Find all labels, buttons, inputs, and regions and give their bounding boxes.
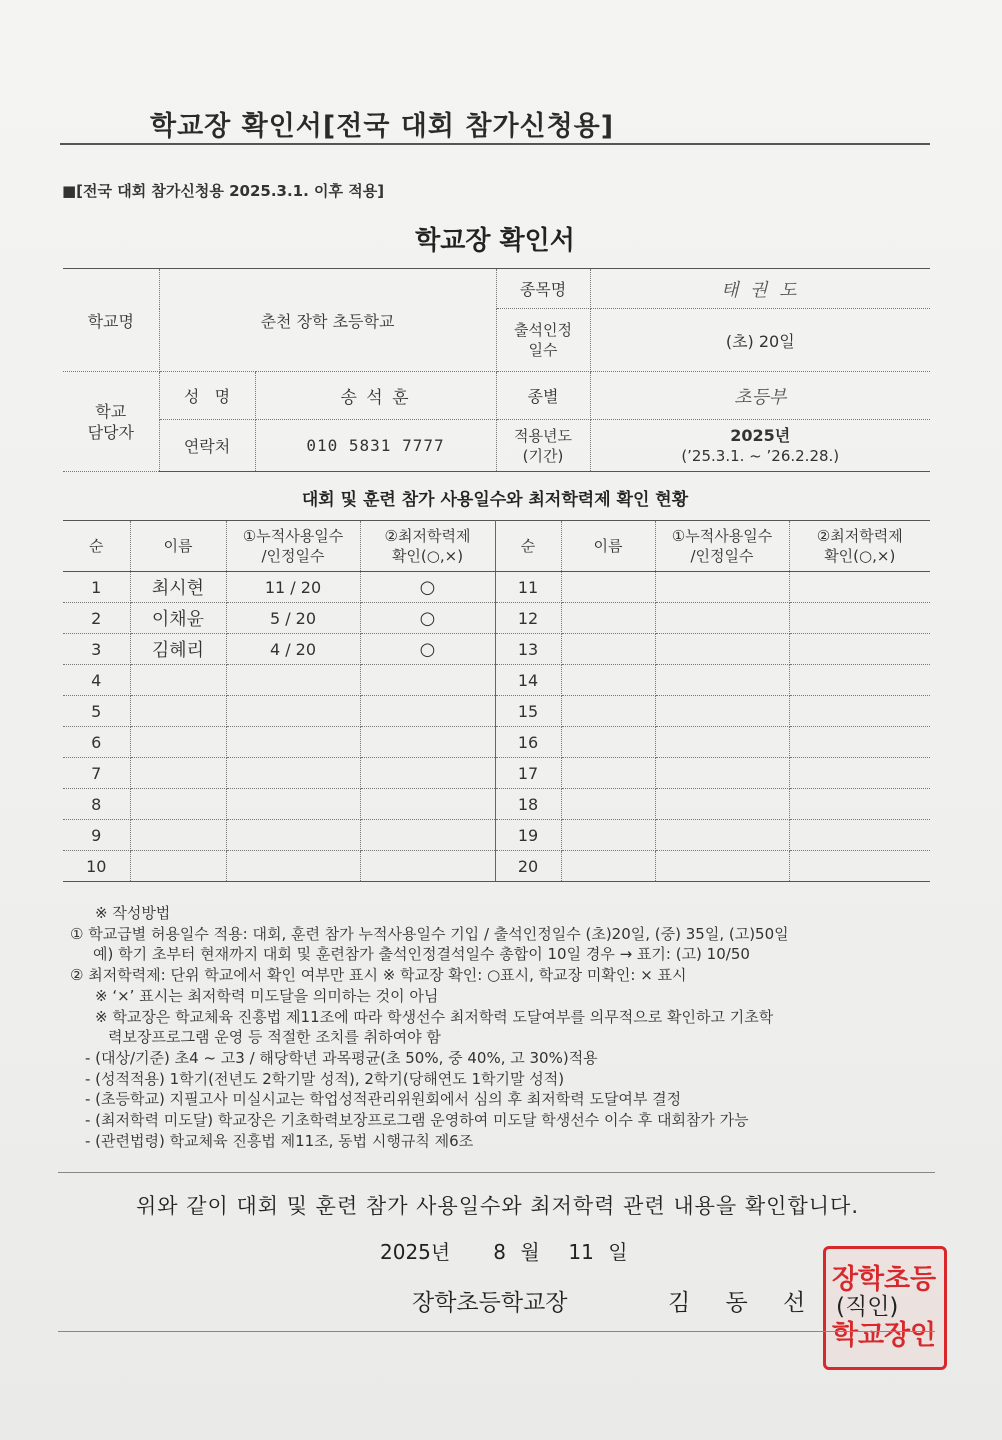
row-check [360,665,495,696]
row-name [130,820,226,851]
header-check-2: ②최저학력제 확인(○,×) [789,521,930,572]
table-row [63,696,930,727]
seal-char: 초 [884,1264,911,1295]
header-no-2: 순 [495,521,561,572]
school-info-table [63,268,930,472]
row-days-2 [655,603,789,634]
row-no: 9 [63,820,130,851]
row-check-2 [789,727,930,758]
seal-char: 등 [910,1264,937,1295]
note-4a: ※ 학교장은 학교체육 진흥법 제11조에 따라 학생선수 최저학력 도달여부를 의무적으로 확인하고 기초학 [95,1007,774,1026]
seal-char: 장 [832,1264,859,1295]
row-no-2: 20 [495,851,561,882]
seal-char: 학 [858,1264,885,1295]
note-detail-4: - (최저학력 미도달) 학교장은 기초학력보장프로그램 운영하여 미도달 학생선수 이수 후 대회참가 가능 [85,1111,749,1130]
table-row [63,789,930,820]
row-name-2 [561,572,655,603]
row-check: ○ [360,572,495,603]
seal-char: 인 [910,1320,937,1351]
row-name-2 [561,789,655,820]
year-label: 적용년도 (기간) [496,420,590,472]
row-days: 11 / 20 [226,572,360,603]
participation-table [63,520,930,882]
row-no-2: 15 [495,696,561,727]
note-4b: 력보장프로그램 운영 등 적절한 조치를 취하여야 함 [108,1028,441,1047]
manager-label: 학교 담당자 [63,372,159,472]
row-name [130,789,226,820]
header-days-2: ①누적사용일수 /인정일수 [655,521,789,572]
row-no: 6 [63,727,130,758]
name-value: 송 석 훈 [255,372,496,420]
note-3: ※ ‘×’ 표시는 최저학력 미도달을 의미하는 것이 아님 [95,986,439,1005]
attendance-value: (초) 20일 [590,309,930,372]
row-name-2 [561,820,655,851]
row-check-2 [789,634,930,665]
header-days: ①누적사용일수 /인정일수 [226,521,360,572]
row-check: ○ [360,603,495,634]
row-name [130,727,226,758]
row-name [130,696,226,727]
seal-char: 학 [832,1320,859,1351]
row-name-2 [561,851,655,882]
table-row [63,603,930,634]
category-value: 초등부 [590,372,930,420]
note-1b: 예) 학기 초부터 현재까지 대회 및 훈련참가 출석인정결석일수 총합이 10일 경우 → 표기: (고) 10/50 [93,945,750,964]
year-cell [590,420,930,472]
row-check [360,789,495,820]
row-name-2 [561,603,655,634]
table-row [63,851,930,882]
row-name-2 [561,727,655,758]
confirmation-statement: 위와 같이 대회 및 훈련 참가 사용일수와 최저학력 관련 내용을 확인합니다. [135,1194,859,1218]
row-check [360,758,495,789]
row-check-2 [789,820,930,851]
table-row [63,634,930,665]
sport-value: 태 권 도 [590,269,930,309]
row-no: 3 [63,634,130,665]
note-2: ② 최저학력제: 단위 학교에서 확인 여부만 표시 ※ 학교장 확인: ○표시, 학교장 미확인: × 표시 [70,966,687,985]
row-no-2: 13 [495,634,561,665]
row-no-2: 16 [495,727,561,758]
row-check-2 [789,851,930,882]
row-days [226,789,360,820]
row-no: 5 [63,696,130,727]
row-check-2 [789,789,930,820]
row-check [360,851,495,882]
period-value: (’25.3.1. ~ ’26.2.28.) [681,446,840,465]
form-subheading: ■[전국 대회 참가신청용 2025.3.1. 이후 적용] [62,182,385,200]
section-title: 대회 및 훈련 참가 사용일수와 최저학력제 확인 현황 [301,490,689,510]
row-check-2 [789,665,930,696]
note-detail-3: - (초등학교) 지필고사 미실시교는 학업성적관리위원회에서 심의 후 최저학력 도달여부 결정 [85,1090,682,1109]
row-name [130,851,226,882]
table-row [63,665,930,696]
contact-label: 연락처 [159,420,255,472]
row-days [226,820,360,851]
note-detail-1: - (대상/기준) 초4 ~ 고3 / 해당학년 과목평균(초 50%, 중 40%, 고 30%)적용 [85,1048,598,1067]
row-days-2 [655,851,789,882]
header-check: ②최저학력제 확인(○,×) [360,521,495,572]
row-no-2: 19 [495,820,561,851]
row-days-2 [655,696,789,727]
row-no: 4 [63,665,130,696]
name-label: 성 명 [159,372,255,420]
row-name: 김혜리 [130,634,226,665]
seal-label: (직인) [836,1294,899,1320]
row-check [360,696,495,727]
contact-value: 010 5831 7777 [255,420,496,472]
row-check [360,820,495,851]
row-days [226,665,360,696]
year-value: 2025년 [730,425,791,445]
row-no: 10 [63,851,130,882]
table-header-row [63,521,930,572]
row-no-2: 11 [495,572,561,603]
row-name [130,758,226,789]
row-check-2 [789,603,930,634]
form-title: 학교장 확인서 [415,226,575,256]
row-no: 2 [63,603,130,634]
seal-char: 교 [858,1320,885,1351]
row-days-2 [655,634,789,665]
signature-divider [58,1331,935,1332]
row-check [360,727,495,758]
table-row [63,572,930,603]
row-days-2 [655,758,789,789]
header-name: 이름 [130,521,226,572]
principal-name: 김 동 선 [668,1290,820,1316]
school-label: 학교명 [63,269,159,372]
row-name: 최시현 [130,572,226,603]
note-detail-5: - (관련법령) 학교체육 진흥법 제11조, 동법 시행규칙 제6조 [85,1131,474,1150]
row-name-2 [561,665,655,696]
row-no: 1 [63,572,130,603]
table-row [63,727,930,758]
row-days-2 [655,727,789,758]
row-days [226,758,360,789]
row-name [130,665,226,696]
row-days-2 [655,665,789,696]
note-detail-2: - (성적적용) 1학기(전년도 2학기말 성적), 2학기(당해연도 1학기말 성적) [85,1069,565,1088]
row-days: 4 / 20 [226,634,360,665]
row-name-2 [561,634,655,665]
row-no: 8 [63,789,130,820]
row-no-2: 14 [495,665,561,696]
confirm-divider-top [58,1172,935,1173]
row-no-2: 17 [495,758,561,789]
row-check: ○ [360,634,495,665]
row-days [226,851,360,882]
issue-date: 2025년 8 월 11 일 [380,1240,628,1264]
writing-instructions [70,903,930,1151]
category-label: 종별 [496,372,590,420]
header-no: 순 [63,521,130,572]
notes-heading: ※ 작성방법 [95,904,171,922]
school-value: 춘천 장학 초등학교 [159,269,496,372]
attendance-label: 출석인정 일수 [496,309,590,372]
table-row [63,820,930,851]
row-days: 5 / 20 [226,603,360,634]
row-check-2 [789,572,930,603]
row-name: 이채윤 [130,603,226,634]
header-name-2: 이름 [561,521,655,572]
row-name-2 [561,696,655,727]
row-days-2 [655,820,789,851]
row-no-2: 12 [495,603,561,634]
document-title: 학교장 확인서[전국 대회 참가신청용] [150,111,615,142]
row-days-2 [655,789,789,820]
principal-title: 장학초등학교장 [412,1290,568,1316]
row-no-2: 18 [495,789,561,820]
note-1a: ① 학교급별 허용일수 적용: 대회, 훈련 참가 누적사용일수 기입 / 출석인정일수 (초)20일, (중) 35일, (고)50일 [70,924,789,943]
title-divider [60,143,930,145]
row-days [226,727,360,758]
row-days [226,696,360,727]
row-check-2 [789,758,930,789]
sport-label: 종목명 [496,269,590,309]
row-check-2 [789,696,930,727]
row-days-2 [655,572,789,603]
row-no: 7 [63,758,130,789]
row-name-2 [561,758,655,789]
seal-char: 장 [884,1320,911,1351]
table-row [63,758,930,789]
